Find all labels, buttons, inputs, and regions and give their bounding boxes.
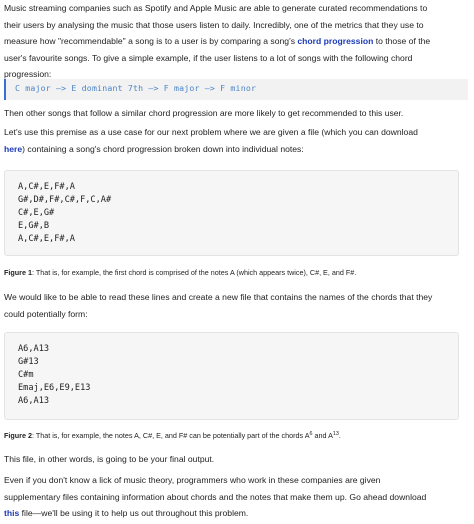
figure-2-sup-1: 6 xyxy=(309,431,313,437)
para6-line-1: Even if you don't know a lick of music theory, programmers who work in these companies are given xyxy=(4,475,381,485)
code2-line: G#13 xyxy=(18,357,39,367)
intro-line-3b: to those of the xyxy=(373,36,431,46)
chord-progression-link[interactable]: chord progression xyxy=(297,36,374,46)
para3-line-1: Let's use this premise as a use case for our next problem where we are given a file (which you can download xyxy=(4,127,418,137)
code1-line: G#,D#,F#,C#,F,C,A# xyxy=(18,195,112,205)
intro-paragraph xyxy=(4,0,468,83)
figure-2-mid: and A xyxy=(312,431,333,440)
figure-2-label: Figure 2 xyxy=(4,431,32,440)
intro-line-4: user's favourite songs. To give a simple example, if the user listens to a lot of songs with the following chord xyxy=(4,52,413,63)
output-chords-code-block xyxy=(4,332,459,420)
code1-line: A,C#,E,F#,A xyxy=(18,234,75,244)
para6-line-2: supplementary files containing information about chords and the notes that make them up. Go ahead download xyxy=(4,491,427,502)
input-notes-code-block xyxy=(4,170,459,256)
figure-2-end: . xyxy=(338,431,341,440)
paragraph-use-case xyxy=(4,124,468,157)
para6-line-3: file—we'll be using it to help us out throughout this problem. xyxy=(19,508,249,518)
quote-text: C major —> E dominant 7th —> F major —> F minor xyxy=(15,83,257,93)
code2-line: C#m xyxy=(18,370,34,380)
para3-line-2: ) containing a song's chord progression broken down into individual notes: xyxy=(22,143,304,154)
download-here-link[interactable]: here xyxy=(4,143,23,154)
download-this-link[interactable]: this xyxy=(4,508,20,518)
paragraph-final-output xyxy=(4,451,468,468)
paragraph-supplementary-files xyxy=(4,472,468,522)
figure-2-text: : That is, for example, the notes A, C#, E, and F# can be potentially part of the chords A xyxy=(31,431,310,440)
para5-text: This file, in other words, is going to be your final output. xyxy=(4,454,215,464)
paragraph-chord-names xyxy=(4,289,468,322)
intro-line-5: progression: xyxy=(4,69,52,79)
code2-line: A6,A13 xyxy=(18,396,50,406)
para2-text: Then other songs that follow a similar chord progression are more likely to get recommended to this user. xyxy=(4,108,404,118)
figure-2-sup-2: 13 xyxy=(332,431,339,437)
intro-line-1: Music streaming companies such as Spotify and Apple Music are able to generate curated recommendations to xyxy=(4,3,428,13)
intro-line-3a: measure how "recommendable" a song is to a user is by comparing a song's xyxy=(4,36,298,46)
para4-line-1: We would like to be able to read these lines and create a new file that contains the names of the chords that they xyxy=(4,292,433,302)
code1-line: E,G#,B xyxy=(18,221,50,231)
figure-1-caption xyxy=(4,268,468,278)
figure-2-caption xyxy=(4,431,468,441)
para4-line-2: could potentially form: xyxy=(4,308,88,319)
code1-line: A,C#,E,F#,A xyxy=(18,182,75,192)
code1-line: C#,E,G# xyxy=(18,208,55,218)
figure-1-label: Figure 1 xyxy=(4,268,32,277)
figure-1-text: : That is, for example, the first chord is comprised of the notes A (which appears twice), C#, E, and F#. xyxy=(31,268,357,277)
chord-progression-quote xyxy=(4,79,468,100)
paragraph-similar-progression xyxy=(4,105,468,122)
intro-line-2: their users by analysing the music that those users listen to daily. Incredibly, one of the metrics that they use to xyxy=(4,19,424,30)
code2-line: A6,A13 xyxy=(18,344,50,354)
code2-line: Emaj,E6,E9,E13 xyxy=(18,383,91,393)
